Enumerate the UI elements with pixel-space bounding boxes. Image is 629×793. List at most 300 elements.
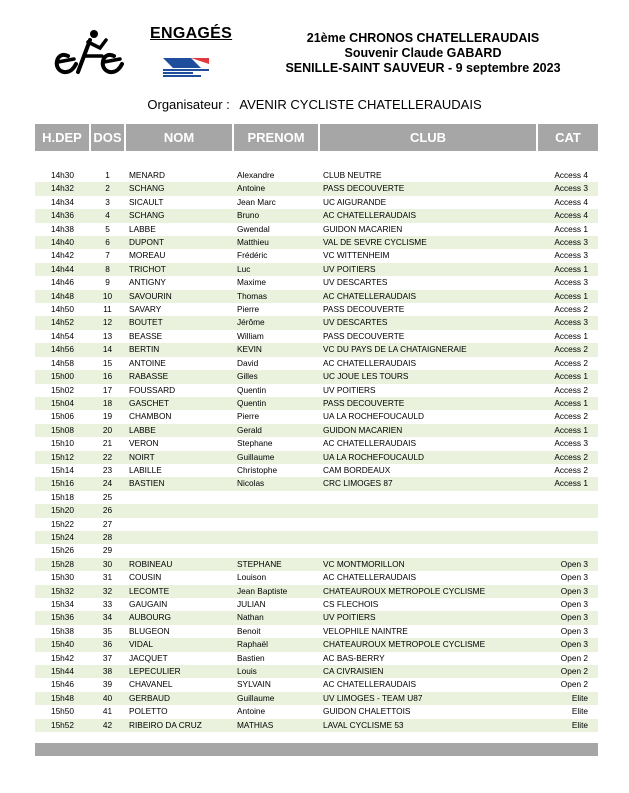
cell-club: PASS DECOUVERTE — [319, 397, 537, 410]
table-row — [35, 571, 598, 584]
cell-dos: 21 — [102, 438, 113, 449]
cell-hdep: 15h28 — [35, 558, 90, 571]
cell-club: UC JOUE LES TOURS — [319, 370, 537, 383]
table-row — [35, 504, 598, 517]
cell-nom: GERBAUD — [125, 692, 233, 705]
table-row — [35, 437, 598, 450]
cell-prenom: Gilles — [233, 370, 319, 383]
cell-hdep: 14h32 — [35, 182, 90, 195]
cell-hdep: 15h00 — [35, 370, 90, 383]
cell-dos: 18 — [90, 397, 125, 410]
cell-prenom: Thomas — [233, 290, 319, 303]
cell-prenom — [233, 504, 319, 517]
cell-club: AC CHATELLERAUDAIS — [323, 572, 416, 583]
header-gap — [35, 151, 598, 169]
cell-nom: ANTIGNY — [129, 277, 166, 288]
cell-dos: 17 — [102, 384, 113, 395]
cell-cat: Access 1 — [537, 477, 598, 490]
cell-cat: Elite — [537, 692, 598, 705]
cell-dos: 20 — [90, 424, 125, 437]
table-header — [35, 124, 598, 151]
cell-club: AC CHATELLERAUDAIS — [323, 357, 416, 368]
cell-nom: SCHANG — [125, 182, 233, 195]
cell-cat: Open 3 — [537, 585, 598, 598]
cell-hdep: 15h44 — [35, 665, 90, 678]
col-header-club: CLUB — [319, 124, 537, 151]
cell-cat: Access 2 — [554, 384, 588, 395]
cell-club: GUIDON MACARIEN — [319, 424, 537, 437]
cell-cat: Open 2 — [537, 665, 598, 678]
cell-nom — [125, 491, 233, 504]
cell-club: AC BAS-BERRY — [323, 652, 385, 663]
cell-hdep: 15h18 — [50, 491, 75, 502]
cell-prenom: Benoit — [237, 625, 261, 636]
cell-prenom: Jean Marc — [237, 196, 276, 207]
cell-dos: 35 — [102, 625, 113, 636]
cell-dos: 42 — [90, 719, 125, 732]
cell-dos: 5 — [105, 223, 110, 234]
cell-cat: Access 3 — [537, 182, 598, 195]
table-row — [35, 290, 598, 303]
cell-dos: 33 — [102, 599, 113, 609]
cell-hdep: 15h14 — [50, 464, 75, 475]
cell-nom — [125, 544, 233, 557]
cell-hdep: 15h24 — [35, 531, 90, 544]
cell-club: VELOPHILE NAINTRE — [323, 625, 408, 636]
cell-cat: Open 2 — [560, 652, 588, 663]
cell-hdep: 15h12 — [35, 451, 90, 464]
table-row — [35, 477, 598, 490]
cell-prenom: Guillaume — [233, 692, 319, 705]
cell-prenom: William — [237, 330, 264, 341]
cell-club: CHATEAUROUX METROPOLE CYCLISME — [319, 638, 537, 651]
table-row — [35, 705, 598, 718]
cell-prenom: Alexandre — [237, 170, 275, 180]
cell-dos: 3 — [105, 196, 110, 207]
cell-cat: Open 3 — [537, 611, 598, 624]
cell-nom: MOREAU — [129, 250, 166, 261]
table-row — [35, 330, 598, 343]
cell-club: PASS DECOUVERTE — [323, 330, 405, 341]
table-row — [35, 343, 598, 356]
cell-dos: 29 — [102, 545, 113, 556]
cell-nom: LECOMTE — [125, 585, 233, 598]
cell-hdep: 15h48 — [35, 692, 90, 705]
cell-club: CS FLECHOIS — [323, 599, 379, 609]
cell-prenom: MATHIAS — [233, 719, 319, 732]
col-header-prenom: PRENOM — [233, 124, 319, 151]
cell-dos: 4 — [90, 209, 125, 222]
cell-dos: 28 — [90, 531, 125, 544]
cell-cat: Access 4 — [537, 209, 598, 222]
cell-nom: BASTIEN — [125, 477, 233, 490]
cell-hdep: 15h38 — [50, 625, 75, 636]
cell-hdep: 15h02 — [50, 384, 75, 395]
cell-cat: Access 1 — [537, 263, 598, 276]
cell-cat: Open 2 — [560, 679, 588, 690]
cell-prenom: David — [237, 357, 259, 368]
cell-cat: Access 2 — [554, 464, 588, 475]
table-row — [35, 518, 598, 531]
cell-nom: LEPECULIER — [125, 665, 233, 678]
cell-prenom: Stephane — [237, 438, 273, 449]
cell-prenom: Jérôme — [233, 316, 319, 329]
cell-prenom — [233, 491, 319, 504]
cell-cat: Open 3 — [537, 558, 598, 571]
cell-prenom: Nicolas — [233, 477, 319, 490]
cell-dos: 38 — [90, 665, 125, 678]
cell-club: UV LIMOGES - TEAM U87 — [319, 692, 537, 705]
cell-prenom: Luc — [233, 263, 319, 276]
club-logo — [48, 26, 128, 78]
cell-cat — [537, 491, 598, 504]
cell-dos: 40 — [90, 692, 125, 705]
cell-cat: Access 3 — [537, 316, 598, 329]
table-row — [35, 625, 598, 638]
entries-table — [35, 124, 598, 732]
cell-cat: Open 3 — [560, 599, 588, 609]
cell-prenom: Frédéric — [237, 250, 268, 261]
cell-cat — [537, 531, 598, 544]
cell-cat: Access 2 — [554, 411, 588, 422]
cell-nom: VIDAL — [125, 638, 233, 651]
cell-nom: DUPONT — [125, 236, 233, 249]
cell-dos: 15 — [102, 357, 113, 368]
cell-hdep: 14h30 — [50, 170, 75, 180]
table-row — [35, 384, 598, 397]
cell-nom: COUSIN — [129, 572, 162, 583]
cell-dos: 27 — [102, 518, 113, 529]
cell-nom: SCHANG — [125, 209, 233, 222]
table-row — [35, 464, 598, 477]
cell-hdep: 14h42 — [50, 250, 75, 261]
cell-prenom: Gwendal — [237, 223, 270, 234]
cell-hdep: 15h22 — [50, 518, 75, 529]
table-row — [35, 692, 598, 705]
cell-prenom: Matthieu — [233, 236, 319, 249]
event-subtitle: Souvenir Claude GABARD — [344, 46, 502, 60]
event-title: 21ème CHRONOS CHATELLERAUDAIS — [306, 31, 540, 45]
event-title-block — [258, 31, 588, 76]
cell-cat: Access 3 — [554, 250, 588, 261]
cell-cat: Access 4 — [554, 170, 588, 180]
cell-nom: RABASSE — [125, 370, 233, 383]
cell-nom: ROBINEAU — [125, 558, 233, 571]
table-row — [35, 196, 598, 209]
table-row — [35, 531, 598, 544]
cell-prenom: Louis — [233, 665, 319, 678]
cell-hdep: 14h52 — [35, 316, 90, 329]
cell-cat: Access 1 — [554, 330, 588, 341]
cell-cat: Elite — [571, 706, 588, 717]
cell-club: VC DU PAYS DE LA CHATAIGNERAIE — [319, 343, 537, 356]
cell-club — [319, 491, 537, 504]
cell-club — [319, 531, 537, 544]
cell-club: PASS DECOUVERTE — [323, 304, 405, 315]
table-row — [35, 303, 598, 316]
cell-dos: 11 — [103, 304, 112, 315]
cell-hdep: 15h50 — [50, 706, 75, 717]
cell-club: CA CIVRAISIEN — [319, 665, 537, 678]
cell-nom: LABBE — [125, 424, 233, 437]
cell-hdep: 15h06 — [50, 411, 75, 422]
cell-prenom: JULIAN — [237, 599, 266, 609]
cell-dos: 13 — [102, 330, 113, 341]
table-row — [35, 316, 598, 329]
cell-nom: VERON — [129, 438, 159, 449]
cell-hdep: 14h56 — [35, 343, 90, 356]
cell-dos: 7 — [105, 250, 110, 261]
cell-prenom: Antoine — [233, 182, 319, 195]
cell-prenom: Nathan — [233, 611, 319, 624]
cell-dos: 23 — [102, 464, 113, 475]
cell-nom: FOUSSARD — [129, 384, 176, 395]
cell-dos: 32 — [90, 585, 125, 598]
cell-club: UA LA ROCHEFOUCAULD — [319, 451, 537, 464]
col-header-cat: CAT — [537, 124, 598, 151]
cell-nom — [125, 518, 233, 531]
cell-nom: POLETTO — [129, 706, 168, 717]
cell-cat: Access 3 — [554, 438, 588, 449]
table-row — [35, 665, 598, 678]
table-row — [35, 223, 598, 236]
cell-club: UC AIGURANDE — [323, 196, 387, 207]
cell-club — [319, 544, 537, 557]
cell-cat: Open 3 — [537, 638, 598, 651]
cell-nom: TRICHOT — [125, 263, 233, 276]
table-row — [35, 678, 598, 691]
cell-cat: Access 3 — [554, 277, 588, 288]
cell-prenom: Bastien — [237, 652, 265, 663]
cell-nom: BLUGEON — [129, 625, 170, 636]
cell-hdep: 14h50 — [50, 304, 75, 315]
cell-club: AC CHATELLERAUDAIS — [319, 209, 537, 222]
cell-nom: MENARD — [129, 170, 165, 180]
table-row — [35, 397, 598, 410]
cell-nom: ANTOINE — [129, 357, 166, 368]
cell-club: AC CHATELLERAUDAIS — [323, 679, 416, 690]
cell-dos: 31 — [102, 572, 113, 583]
cell-cat — [537, 544, 598, 557]
cell-prenom: Guillaume — [233, 451, 319, 464]
cell-nom: AUBOURG — [125, 611, 233, 624]
cell-club: VC WITTENHEIM — [323, 250, 390, 261]
table-row — [35, 491, 598, 504]
cell-dos: 34 — [90, 611, 125, 624]
cell-prenom — [233, 531, 319, 544]
cell-hdep: 15h32 — [35, 585, 90, 598]
cell-hdep: 14h48 — [35, 290, 90, 303]
cell-dos: 1 — [105, 170, 110, 180]
cell-nom: JACQUET — [129, 652, 168, 663]
cell-nom: BOUTET — [125, 316, 233, 329]
cell-nom: SAVOURIN — [125, 290, 233, 303]
cell-club: GUIDON CHALETTOIS — [323, 706, 411, 717]
cell-hdep: 15h40 — [35, 638, 90, 651]
cell-hdep: 15h52 — [35, 719, 90, 732]
cell-club: UV DESCARTES — [319, 316, 537, 329]
cell-club: UA LA ROCHEFOUCAULD — [323, 411, 424, 422]
cell-dos: 10 — [90, 290, 125, 303]
cell-nom: CHAMBON — [129, 411, 172, 422]
cell-prenom — [233, 544, 319, 557]
table-row — [35, 638, 598, 651]
cell-cat: Access 1 — [537, 290, 598, 303]
cell-cat: Access 1 — [537, 397, 598, 410]
table-row — [35, 558, 598, 571]
cell-cat: Access 2 — [554, 357, 588, 368]
table-row — [35, 209, 598, 222]
event-location-date: SENILLE-SAINT SAUVEUR - 9 septembre 2023 — [285, 61, 561, 75]
cell-club: PASS DECOUVERTE — [319, 182, 537, 195]
cell-hdep: 15h20 — [35, 504, 90, 517]
table-row — [35, 719, 598, 732]
cell-hdep: 15h34 — [50, 599, 75, 609]
cell-hdep: 14h40 — [35, 236, 90, 249]
cell-nom: LABBE — [129, 223, 156, 234]
cell-club: UV DESCARTES — [323, 277, 388, 288]
cell-club: AC CHATELLERAUDAIS — [319, 290, 537, 303]
cell-nom: GASCHET — [125, 397, 233, 410]
cell-hdep: 14h34 — [50, 196, 75, 207]
organisateur-line — [0, 97, 629, 112]
cell-cat: Open 3 — [560, 572, 588, 583]
cell-club — [319, 518, 537, 531]
cell-cat: Access 3 — [537, 236, 598, 249]
cell-cat: Access 1 — [537, 424, 598, 437]
cell-prenom — [233, 518, 319, 531]
cell-nom: CHAVANEL — [129, 679, 173, 690]
cell-hdep: 15h30 — [50, 572, 75, 583]
cell-nom: SICAULT — [129, 196, 164, 207]
table-row — [35, 357, 598, 370]
cell-club: CHATEAUROUX METROPOLE CYCLISME — [319, 585, 537, 598]
cell-prenom: Quentin — [237, 384, 267, 395]
col-header-hdep: H.DEP — [35, 124, 90, 151]
cell-dos: 39 — [102, 679, 113, 690]
cell-dos: 12 — [90, 316, 125, 329]
cell-nom: LABILLE — [129, 464, 162, 475]
cell-nom: RIBEIRO DA CRUZ — [125, 719, 233, 732]
cell-dos: 2 — [90, 182, 125, 195]
cell-club: VC MONTMORILLON — [319, 558, 537, 571]
cell-dos: 36 — [90, 638, 125, 651]
cell-cat: Access 2 — [537, 343, 598, 356]
entries-body — [35, 169, 598, 732]
cell-dos: 22 — [90, 451, 125, 464]
cell-cat — [537, 504, 598, 517]
engages-heading: ENGAGÉS — [150, 25, 233, 42]
cell-prenom: Christophe — [237, 464, 278, 475]
cell-club: AC CHATELLERAUDAIS — [323, 438, 416, 449]
cell-cat: Access 1 — [554, 223, 588, 234]
table-row — [35, 424, 598, 437]
cell-club: UV POITIERS — [319, 611, 537, 624]
cell-club: CRC LIMOGES 87 — [319, 477, 537, 490]
cell-prenom: Maxime — [237, 277, 267, 288]
cell-hdep: 14h44 — [35, 263, 90, 276]
cell-club: GUIDON MACARIEN — [323, 223, 403, 234]
cell-hdep: 14h46 — [50, 277, 75, 288]
cell-club: LAVAL CYCLISME 53 — [319, 719, 537, 732]
cell-hdep: 14h38 — [50, 223, 75, 234]
cell-hdep: 15h10 — [50, 438, 75, 449]
cell-hdep: 15h46 — [50, 679, 75, 690]
cell-dos: 16 — [90, 370, 125, 383]
table-row — [35, 410, 598, 423]
cell-club: CLUB NEUTRE — [323, 170, 382, 180]
cell-hdep: 15h16 — [35, 477, 90, 490]
cell-cat: Access 4 — [554, 196, 588, 207]
cell-club: VAL DE SEVRE CYCLISME — [319, 236, 537, 249]
cell-hdep: 14h58 — [50, 357, 75, 368]
cell-dos: 9 — [105, 277, 110, 288]
table-row — [35, 544, 598, 557]
cell-prenom: STEPHANE — [233, 558, 319, 571]
cell-dos: 24 — [90, 477, 125, 490]
col-header-dos: DOS — [90, 124, 125, 151]
table-row — [35, 451, 598, 464]
cell-prenom: Louison — [237, 572, 267, 583]
table-row — [35, 182, 598, 195]
cell-hdep: 15h04 — [35, 397, 90, 410]
cell-prenom: Quentin — [233, 397, 319, 410]
cell-hdep: 14h54 — [50, 330, 75, 341]
footer-bar — [35, 743, 598, 756]
organisateur-label: Organisateur : — [147, 97, 230, 112]
cell-prenom: Raphaël — [233, 638, 319, 651]
cell-nom: SAVARY — [129, 304, 162, 315]
cell-prenom: Pierre — [237, 304, 260, 315]
cell-nom — [125, 504, 233, 517]
cell-hdep: 15h42 — [50, 652, 75, 663]
cell-hdep: 15h26 — [50, 545, 75, 556]
cell-dos: 25 — [102, 491, 113, 502]
cell-prenom: Antoine — [237, 706, 266, 717]
cell-cat: Access 2 — [537, 451, 598, 464]
cell-prenom: Jean Baptiste — [233, 585, 319, 598]
ffc-federation-logo — [161, 56, 213, 80]
cell-club — [319, 504, 537, 517]
cell-dos: 6 — [90, 236, 125, 249]
cell-prenom: KEVIN — [233, 343, 319, 356]
table-row — [35, 585, 598, 598]
cell-dos: 14 — [90, 343, 125, 356]
table-row — [35, 263, 598, 276]
cell-hdep: 14h36 — [35, 209, 90, 222]
cell-nom: BERTIN — [125, 343, 233, 356]
cell-prenom: SYLVAIN — [237, 679, 271, 690]
cell-cat: Elite — [537, 719, 598, 732]
col-header-nom: NOM — [125, 124, 233, 151]
table-row — [35, 370, 598, 383]
cell-cat — [537, 518, 598, 531]
cell-cat: Access 2 — [554, 304, 588, 315]
cell-dos: 41 — [102, 706, 113, 717]
cell-prenom: Gerald — [233, 424, 319, 437]
cell-dos: 8 — [90, 263, 125, 276]
table-row — [35, 652, 598, 665]
cell-dos: 30 — [90, 558, 125, 571]
cell-nom: NOIRT — [125, 451, 233, 464]
table-row — [35, 611, 598, 624]
cell-hdep: 15h08 — [35, 424, 90, 437]
cell-club: UV POITIERS — [319, 263, 537, 276]
cell-hdep: 15h36 — [35, 611, 90, 624]
cell-nom — [125, 531, 233, 544]
cell-prenom: Bruno — [233, 209, 319, 222]
cell-club: CAM BORDEAUX — [323, 464, 391, 475]
